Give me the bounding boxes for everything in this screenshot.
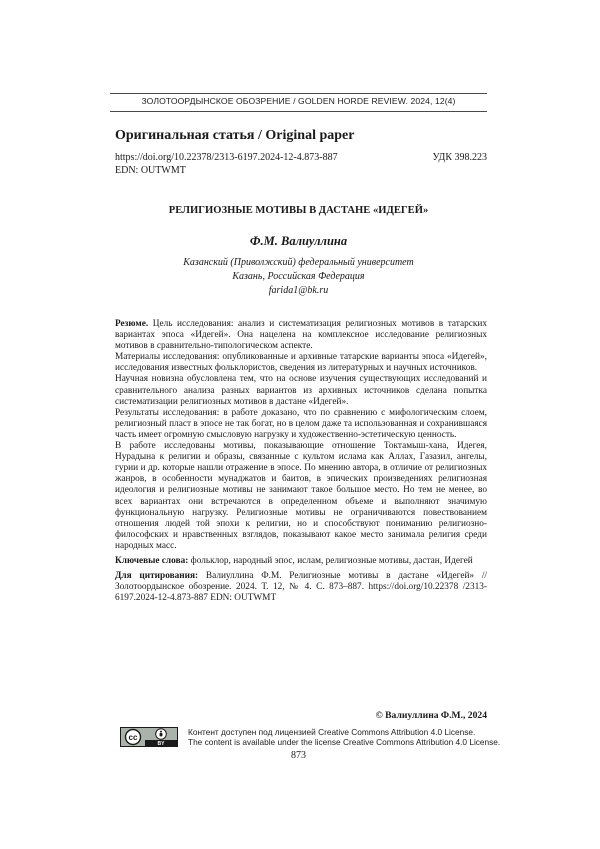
author-name: Ф.М. Валиуллина	[249, 234, 348, 248]
abstract-block	[115, 319, 487, 604]
keywords	[115, 556, 487, 567]
citation-text: Валиуллина Ф.М. Религиозные мотивы в дастане «Идегей» // Золотоордынское обозрение. 2024. Т. 12, № 4. С. 873–887. https://doi.org/10.22378 /2313-6197.2024-12-4.873-887 EDN: OUTWMT	[115, 571, 488, 604]
abstract-goal	[115, 319, 487, 352]
abstract-goal-text: Цель исследования: анализ и систематизация религиозных мотивов в татарских вариантах эпоса «Идегей». Она нацелена на комплексное исследование религиозных мотивов в сравнительно-типологическом аспекте.	[115, 319, 487, 352]
cc-label: cc	[128, 733, 138, 742]
abstract-analysis: В работе исследованы мотивы, показывающие отношение Toктамыш-хана, Идегея, Нурадына к религии и образы, связанные с культом ислама как Аллах, Газазил, ангелы, гурии и др. которые нашли отражение в эпосе. По мнению автора, в отличие от религиозных жанров, в особенности мунаджатов и баитов, в эпических произведениях религиозная идеология и религиозные мотивы не занимают такое большое место. Но тем не менее, во всех вариантах они встречаются в определенном объеме и выполняют значимую функциональную нагрузку. Религиозные мотивы не ограничиваются повествованием отношения людей той эпохи к религии, но и способствуют пониманию религиозно-философских и нравственных взглядов, показывают какое место занимала религия среди народных масс.	[115, 441, 487, 551]
affiliation-university: Казанский (Приволжский) федеральный университет	[183, 257, 414, 268]
keywords-text: фольклор, народный эпос, ислам, религиозные мотивы, дастан, Идегей	[190, 555, 473, 566]
license-text	[188, 727, 500, 747]
udk-code: УДК 398.223	[432, 152, 487, 163]
keywords-label: Ключевые слова:	[115, 555, 189, 566]
abstract-novelty: Научная новизна обусловлена тем, что на основе изучения существующих исследований и сравнительного анализа разных вариантов из архивных источников сделана попытка систематизации религиозных мотивов в дастане «Идегей».	[115, 374, 487, 407]
citation	[115, 571, 487, 604]
page-number: 873	[291, 750, 306, 761]
affiliation-email[interactable]: farida1@bk.ru	[268, 285, 329, 296]
copyright-notice: © Валиуллина Ф.М., 2024	[375, 710, 487, 721]
article-title: РЕЛИГИОЗНЫЕ МОТИВЫ В ДАСТАНЕ «ИДЕГЕЙ»	[168, 205, 429, 216]
cc-by-license-badge[interactable]	[120, 727, 178, 747]
article-type: Оригинальная статья / Original paper	[115, 128, 355, 143]
abstract-label: Резюме.	[115, 319, 149, 329]
citation-label: Для цитирования:	[115, 571, 199, 582]
license-text-en: The content is available under the license Creative Commons Attribution 4.0 License.	[188, 737, 501, 747]
doi-link[interactable]: https://doi.org/10.22378/2313-6197.2024-12-4.873-887	[115, 152, 338, 163]
journal-header: ЗОЛОТООРДЫНСКОЕ ОБОЗРЕНИЕ / GOLDEN HORDE REVIEW. 2024, 12(4)	[141, 96, 456, 106]
edn-code: EDN: OUTWMT	[115, 165, 186, 176]
header-rule-top	[110, 93, 487, 94]
by-label: BY	[157, 741, 165, 746]
affiliation-city: Казань, Российская Федерация	[232, 271, 365, 282]
abstract-materials: Материалы исследования: опубликованные и архивные татарские варианты эпоса «Идегей», исследования известных фольклористов, сведения из литературных и научных источников.	[115, 352, 487, 374]
cc-by-icon	[121, 728, 177, 746]
license-text-ru: Контент доступен под лицензией Creative Commons Attribution 4.0 License.	[188, 727, 476, 737]
header-rule-bottom	[110, 111, 487, 112]
abstract-results: Результаты исследования: в работе доказано, что по сравнению с мифологическим слоем, религиозный пласт в эпосе не так богат, но в целом даже та использованная и сохранившаяся часть имеет огромную смысловую нагрузку и художественно-эстетическую ценность.	[115, 407, 487, 440]
